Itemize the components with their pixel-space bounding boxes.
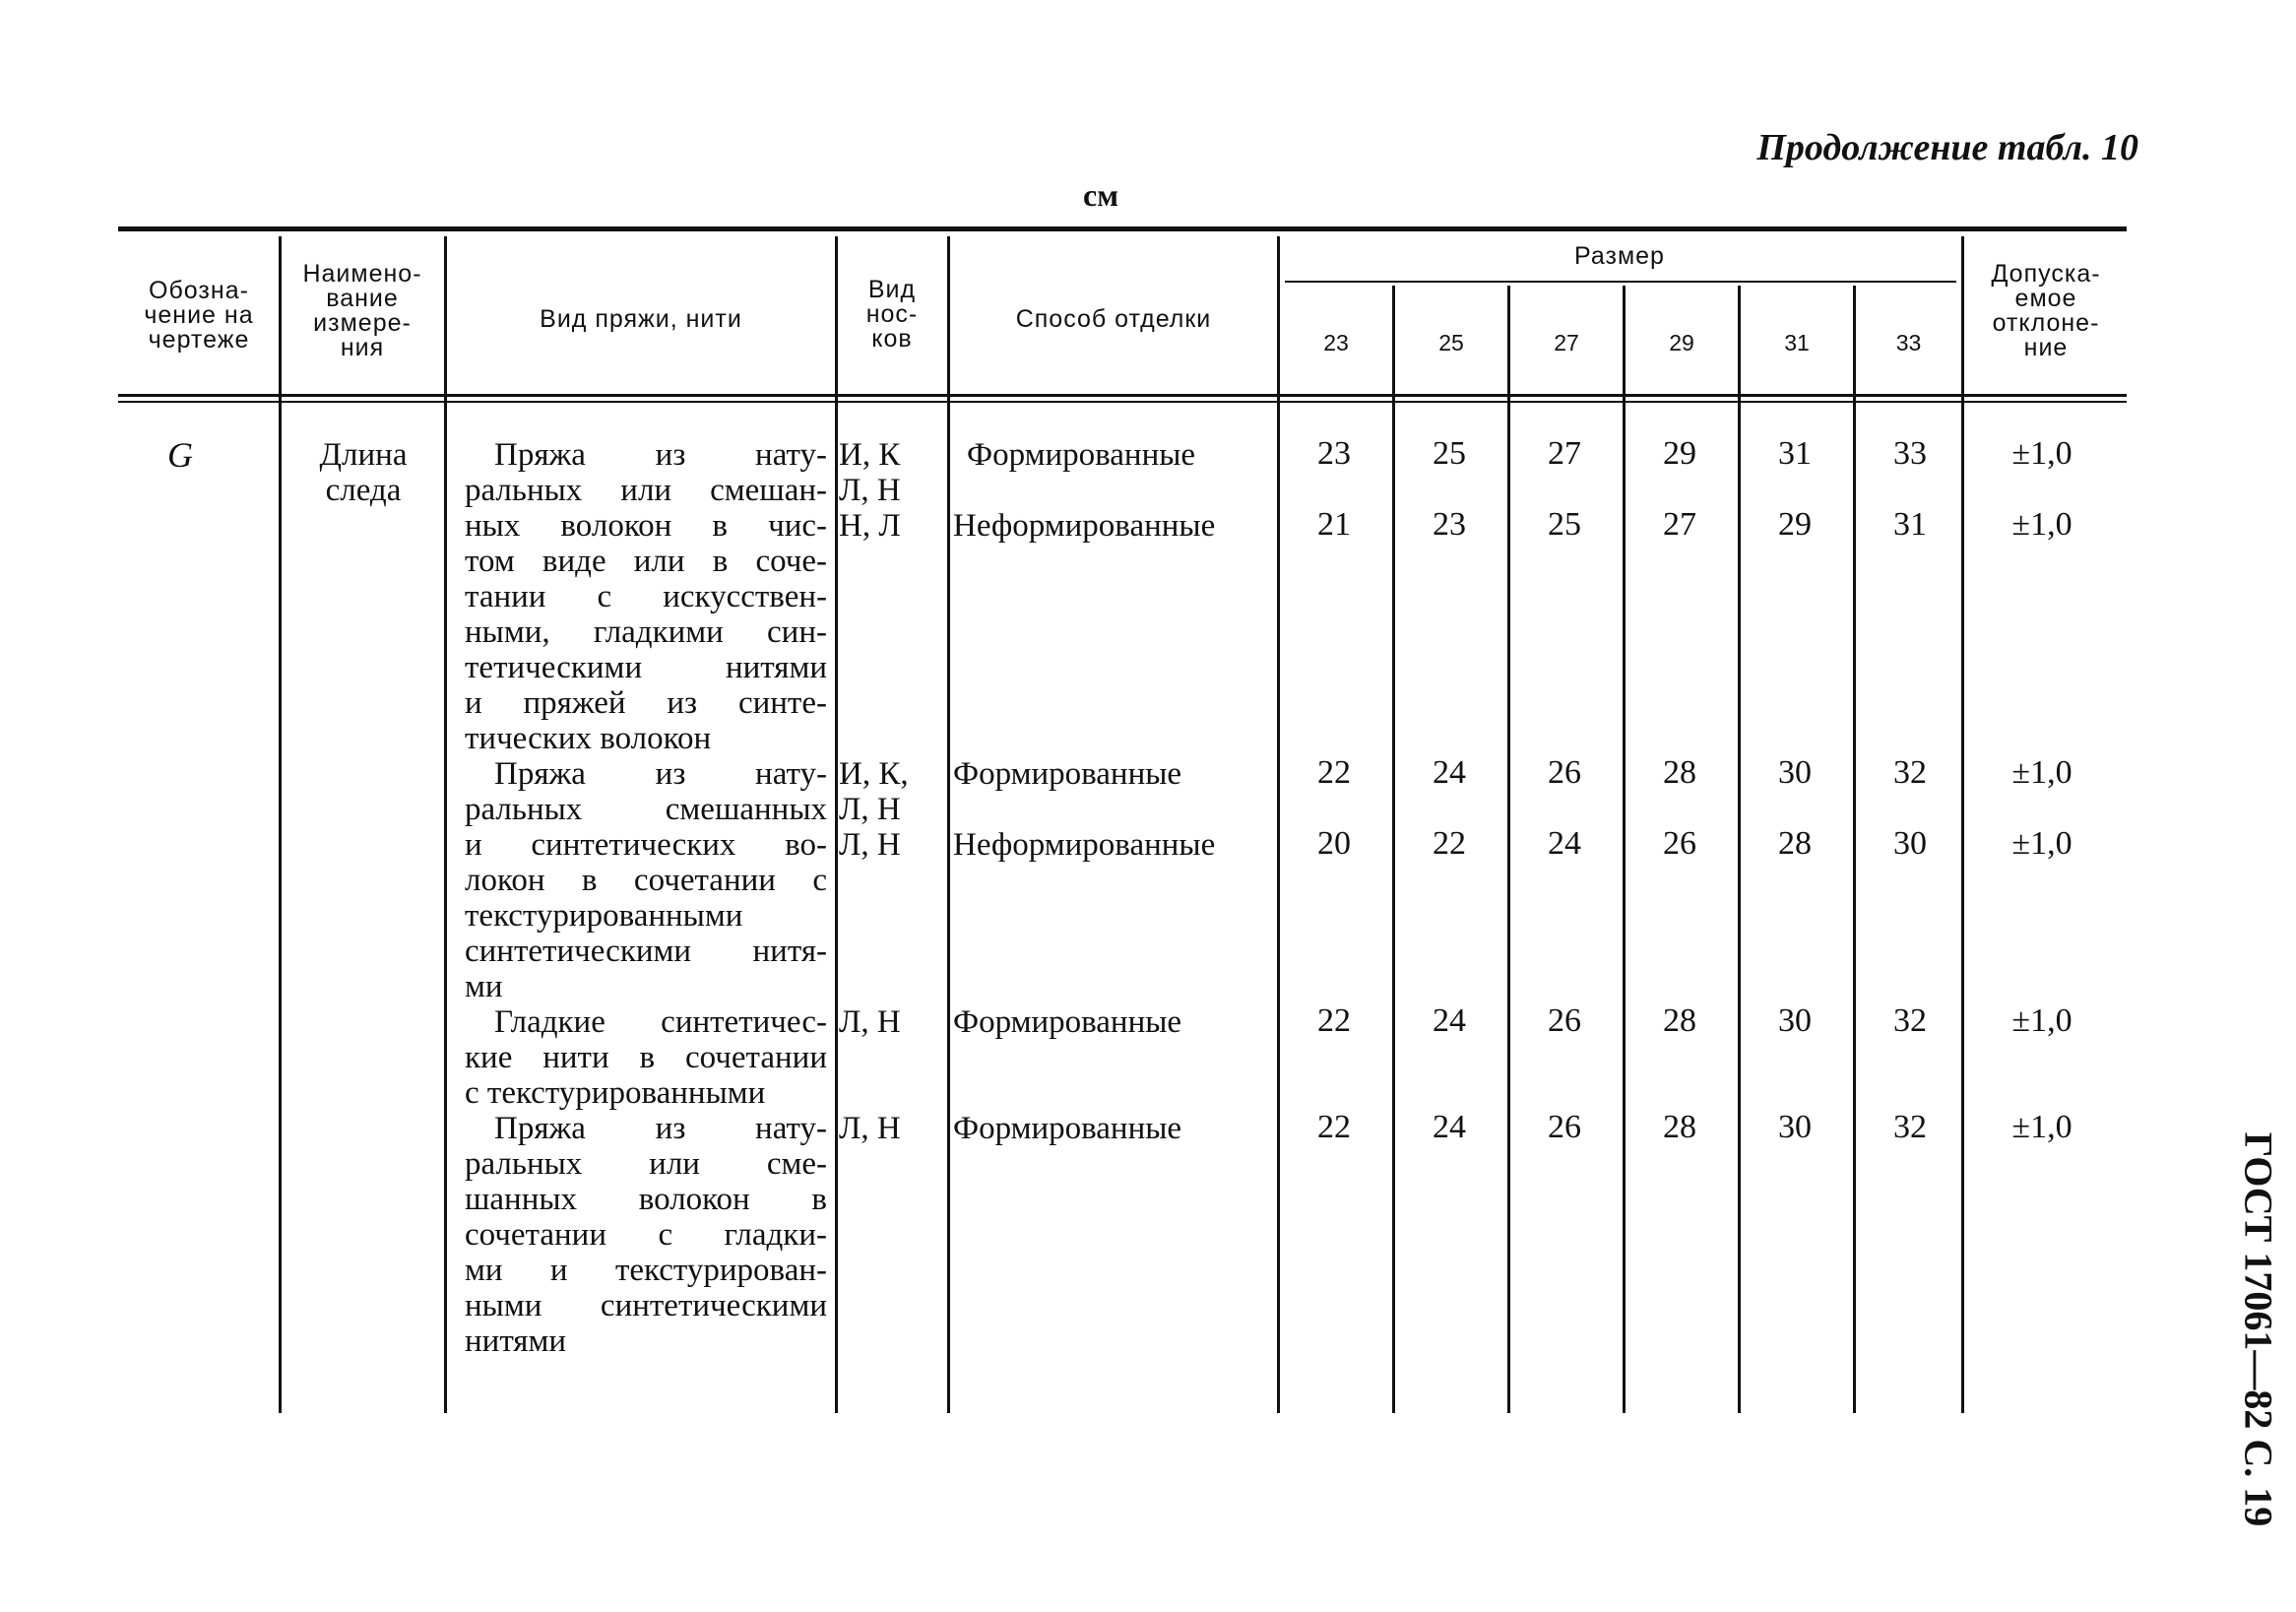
header-measure-name: Наимено- вание измере- ния bbox=[302, 260, 422, 361]
header-bottom-rule-2 bbox=[118, 401, 2127, 403]
yarn-description: Пряжа из нату- ральных или смешан- ных волокон в чис- том виде или в соче- тании с искусствен- ными, гладкими син- тетическими нитями и пряжей из синте- тических волокон bbox=[465, 437, 827, 756]
sock-type: Л, Н bbox=[839, 473, 901, 508]
size-value: 33 bbox=[1893, 435, 1927, 472]
tolerance-value: ±1,0 bbox=[2011, 1109, 2073, 1145]
yarn-description: Пряжа из нату- ральных или сме- шанных волокон в сочетании с гладки- ми и текстурирован- ными синтетическими нитями bbox=[465, 1111, 827, 1359]
finish-method: Формированные bbox=[953, 756, 1182, 792]
size-value: 28 bbox=[1778, 825, 1812, 862]
size-value: 24 bbox=[1433, 1109, 1466, 1145]
column-rule bbox=[279, 236, 282, 1413]
size-value: 30 bbox=[1893, 825, 1927, 862]
finish-method: Неформированные bbox=[953, 827, 1216, 863]
size-value: 23 bbox=[1317, 435, 1351, 472]
designation-symbol: G bbox=[167, 435, 193, 475]
size-value: 25 bbox=[1548, 506, 1581, 543]
header-size-value: 31 bbox=[1784, 330, 1810, 355]
size-value: 24 bbox=[1433, 1002, 1466, 1039]
header-sock-type: Вид нос- ков bbox=[865, 276, 919, 353]
finish-method: Формированные bbox=[953, 1004, 1182, 1040]
table-top-rule bbox=[118, 226, 2127, 231]
yarn-description: Пряжа из нату- ральных смешанных и синтетических во- локон в сочетании с текстурированными синтетическими нитя- ми bbox=[465, 756, 827, 1004]
size-value: 28 bbox=[1663, 1002, 1696, 1039]
column-rule bbox=[947, 236, 950, 1413]
tolerance-value: ±1,0 bbox=[2011, 754, 2073, 791]
header-yarn-type: Вид пряжи, нити bbox=[540, 305, 742, 333]
size-value: 25 bbox=[1433, 435, 1466, 472]
header-tolerance: Допуска- емое отклоне- ние bbox=[1991, 260, 2101, 361]
tolerance-value: ±1,0 bbox=[2011, 435, 2073, 472]
sock-type: Л, Н bbox=[839, 792, 901, 827]
sock-type: Л, Н bbox=[839, 1111, 901, 1146]
size-value: 22 bbox=[1433, 825, 1466, 862]
header-size-value: 25 bbox=[1438, 330, 1464, 355]
size-value: 26 bbox=[1548, 1002, 1581, 1039]
measure-name: Длина следа bbox=[319, 437, 408, 508]
sock-type: И, К bbox=[839, 437, 901, 473]
size-value: 26 bbox=[1663, 825, 1696, 862]
size-value: 22 bbox=[1317, 1002, 1351, 1039]
header-size: Размер bbox=[1574, 242, 1665, 270]
size-value: 26 bbox=[1548, 754, 1581, 791]
size-value: 28 bbox=[1663, 754, 1696, 791]
tolerance-value: ±1,0 bbox=[2011, 506, 2073, 543]
finish-method: Формированные bbox=[967, 437, 1196, 473]
unit-label: см bbox=[1083, 177, 1118, 213]
finish-method: Неформированные bbox=[953, 508, 1216, 544]
sock-type: И, К, bbox=[839, 756, 909, 792]
size-value: 26 bbox=[1548, 1109, 1581, 1145]
size-value: 27 bbox=[1548, 435, 1581, 472]
column-rule bbox=[444, 236, 447, 1413]
size-value: 27 bbox=[1663, 506, 1696, 543]
size-value: 22 bbox=[1317, 1109, 1351, 1145]
header-size-value: 29 bbox=[1669, 330, 1694, 355]
sock-type: Н, Л bbox=[839, 508, 901, 544]
yarn-description: Гладкие синтетичес- кие нити в сочетании с текстурированными bbox=[465, 1004, 827, 1111]
size-value: 30 bbox=[1778, 1002, 1812, 1039]
tolerance-value: ±1,0 bbox=[2011, 1002, 2073, 1039]
finish-method: Формированные bbox=[953, 1111, 1182, 1146]
header-designation: Обозна- чение на чертеже bbox=[144, 277, 254, 354]
sock-type: Л, Н bbox=[839, 827, 901, 863]
column-rule bbox=[835, 236, 838, 1413]
size-value: 21 bbox=[1317, 506, 1351, 543]
header-size-value: 27 bbox=[1554, 330, 1579, 355]
size-value: 32 bbox=[1893, 1002, 1927, 1039]
header-size-value: 23 bbox=[1323, 330, 1349, 355]
size-value: 29 bbox=[1663, 435, 1696, 472]
size-value: 24 bbox=[1433, 754, 1466, 791]
size-value: 20 bbox=[1317, 825, 1351, 862]
size-value: 28 bbox=[1663, 1109, 1696, 1145]
size-header-rule bbox=[1285, 281, 1956, 283]
size-value: 22 bbox=[1317, 754, 1351, 791]
size-value: 30 bbox=[1778, 1109, 1812, 1145]
size-value: 32 bbox=[1893, 1109, 1927, 1145]
size-value: 31 bbox=[1893, 506, 1927, 543]
header-bottom-rule bbox=[118, 394, 2127, 397]
size-value: 24 bbox=[1548, 825, 1581, 862]
size-value: 23 bbox=[1433, 506, 1466, 543]
header-finish: Способ отделки bbox=[1015, 305, 1212, 333]
size-value: 30 bbox=[1778, 754, 1812, 791]
size-value: 32 bbox=[1893, 754, 1927, 791]
sock-type: Л, Н bbox=[839, 1004, 901, 1040]
table-continuation-title: Продолжение табл. 10 bbox=[1756, 127, 2138, 168]
header-size-value: 33 bbox=[1895, 330, 1922, 355]
size-value: 31 bbox=[1778, 435, 1812, 472]
size-value: 29 bbox=[1778, 506, 1812, 543]
side-page-label: ГОСТ 17061—82 С. 19 bbox=[2236, 1131, 2281, 1527]
tolerance-value: ±1,0 bbox=[2011, 825, 2073, 862]
